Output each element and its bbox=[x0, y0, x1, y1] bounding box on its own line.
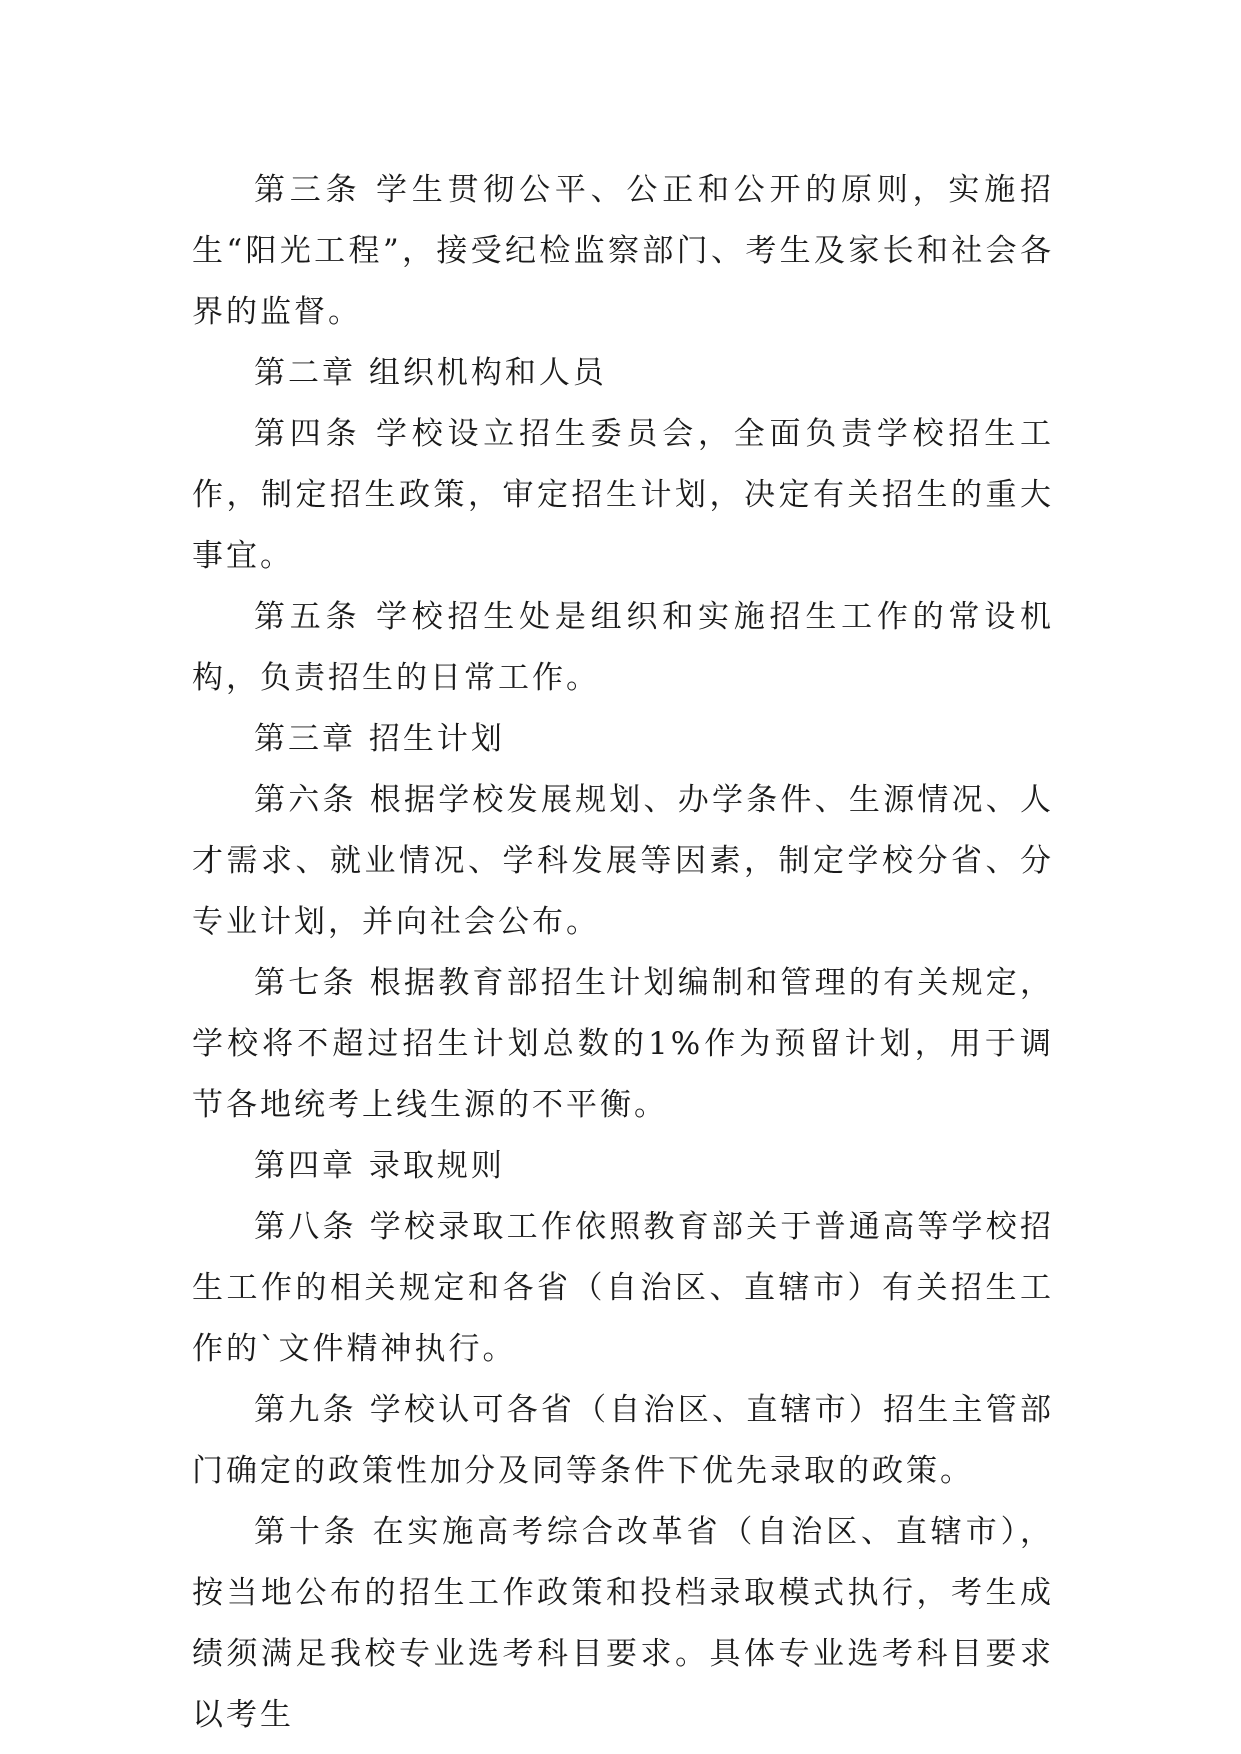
article-3-paragraph: 第三条 学生贯彻公平、公正和公开的原则，实施招生“阳光工程”，接受纪检监察部门、考生及家长和社会各界的监督。 bbox=[192, 172, 1054, 330]
article-5-paragraph: 第五条 学校招生处是组织和实施招生工作的常设机构，负责招生的日常工作。 bbox=[192, 599, 1054, 696]
article-4-paragraph: 第四条 学校设立招生委员会，全面负责学校招生工作，制定招生政策，审定招生计划，决定有关招生的重大事宜。 bbox=[192, 416, 1054, 574]
article-9-paragraph: 第九条 学校认可各省（自治区、直辖市）招生主管部门确定的政策性加分及同等条件下优先录取的政策。 bbox=[192, 1392, 1054, 1489]
article-7-paragraph: 第七条 根据教育部招生计划编制和管理的有关规定，学校将不超过招生计划总数的1%作为预留计划，用于调节各地统考上线生源的不平衡。 bbox=[192, 965, 1054, 1123]
article-6-paragraph: 第六条 根据学校发展规划、办学条件、生源情况、人才需求、就业情况、学科发展等因素，制定学校分省、分专业计划，并向社会公布。 bbox=[192, 782, 1054, 940]
chapter-3-heading: 第三章 招生计划 bbox=[254, 721, 505, 757]
document-body bbox=[192, 160, 1054, 1746]
article-10-paragraph: 第十条 在实施高考综合改革省（自治区、直辖市），按当地公布的招生工作政策和投档录取模式执行，考生成绩须满足我校专业选考科目要求。具体专业选考科目要求以考生 bbox=[192, 1514, 1054, 1733]
article-8-paragraph: 第八条 学校录取工作依照教育部关于普通高等学校招生工作的相关规定和各省（自治区、直辖市）有关招生工作的`文件精神执行。 bbox=[192, 1209, 1054, 1367]
chapter-4-heading: 第四章 录取规则 bbox=[254, 1148, 505, 1184]
chapter-2-heading: 第二章 组织机构和人员 bbox=[254, 355, 607, 391]
